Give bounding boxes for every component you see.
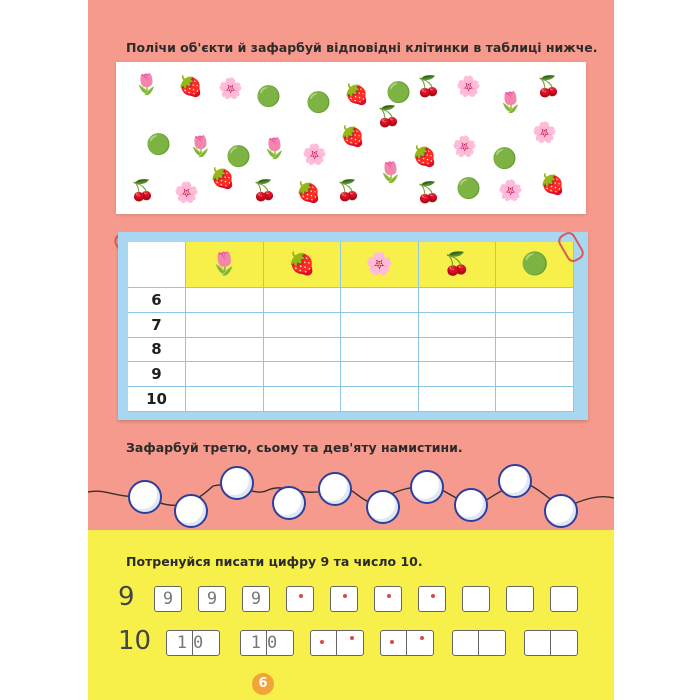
- sample-number-10: 10: [118, 626, 152, 656]
- tulip-icon: 🌷: [262, 136, 287, 160]
- counting-table-frame: [118, 232, 588, 420]
- row-label: 6: [128, 288, 186, 313]
- writing-box[interactable]: [550, 586, 578, 612]
- cherry-icon: 🍒: [336, 178, 361, 202]
- start-dot: [420, 636, 424, 640]
- strawberry-icon: 🍓: [264, 242, 342, 288]
- table-corner: [128, 242, 186, 288]
- cucumber-icon: 🟢: [306, 90, 331, 114]
- traced-10-box[interactable]: 10: [166, 630, 220, 656]
- task1-instruction: Полічи об'єкти й зафарбуй відповідні клітинки в таблиці нижче.: [126, 40, 598, 55]
- flower-icon: 🌸: [532, 120, 557, 144]
- flower-icon: 🌸: [341, 242, 419, 288]
- bead-10[interactable]: [544, 494, 578, 528]
- flower-icon: 🌸: [456, 74, 481, 98]
- table-cell[interactable]: [496, 387, 574, 412]
- cherry-icon: 🍒: [536, 74, 561, 98]
- cucumber-icon: 🟢: [146, 132, 171, 156]
- start-dot: [343, 594, 347, 598]
- table-cell[interactable]: [341, 288, 419, 313]
- traced-9-box[interactable]: 9: [242, 586, 270, 612]
- writing-box-double[interactable]: [452, 630, 506, 656]
- cherry-icon: 🍒: [376, 104, 401, 128]
- flower-icon: 🌸: [452, 134, 477, 158]
- cucumber-icon: 🟢: [456, 176, 481, 200]
- writing-box[interactable]: [506, 586, 534, 612]
- table-cell[interactable]: [264, 288, 342, 313]
- start-dot: [431, 594, 435, 598]
- row-label: 8: [128, 338, 186, 363]
- task3-instruction: Потренуйся писати цифру 9 та число 10.: [126, 554, 423, 569]
- table-cell[interactable]: [186, 288, 264, 313]
- table-cell[interactable]: [496, 362, 574, 387]
- table-cell[interactable]: [341, 362, 419, 387]
- bead-2[interactable]: [174, 494, 208, 528]
- tulip-icon: 🌷: [188, 134, 213, 158]
- task2-instruction: Зафарбуй третю, сьому та дев'яту намистини.: [126, 440, 463, 455]
- strawberry-icon: 🍓: [540, 172, 565, 196]
- cucumber-icon: 🟢: [226, 144, 251, 168]
- table-cell[interactable]: [264, 387, 342, 412]
- strawberry-icon: 🍓: [340, 124, 365, 148]
- sample-digit-9: 9: [118, 582, 135, 612]
- start-dot: [350, 636, 354, 640]
- cucumber-icon: 🟢: [386, 80, 411, 104]
- traced-9-box[interactable]: 9: [198, 586, 226, 612]
- start-dot: [387, 594, 391, 598]
- row-label: 7: [128, 313, 186, 338]
- tulip-icon: 🌷: [498, 90, 523, 114]
- objects-tape: [116, 62, 586, 214]
- table-cell[interactable]: [419, 313, 497, 338]
- strawberry-icon: 🍓: [178, 74, 203, 98]
- flower-icon: 🌸: [498, 178, 523, 202]
- start-dot: [299, 594, 303, 598]
- bead-8[interactable]: [454, 488, 488, 522]
- cucumber-icon: 🟢: [496, 242, 574, 288]
- table-cell[interactable]: [419, 387, 497, 412]
- flower-icon: 🌸: [218, 76, 243, 100]
- bead-1[interactable]: [128, 480, 162, 514]
- traced-10-box[interactable]: 10: [240, 630, 294, 656]
- writing-box[interactable]: [286, 586, 314, 612]
- cucumber-icon: 🟢: [256, 84, 281, 108]
- table-cell[interactable]: [496, 288, 574, 313]
- table-cell[interactable]: [264, 362, 342, 387]
- table-cell[interactable]: [496, 313, 574, 338]
- writing-box[interactable]: [374, 586, 402, 612]
- cherry-icon: 🍒: [416, 74, 441, 98]
- table-cell[interactable]: [419, 362, 497, 387]
- table-cell[interactable]: [496, 338, 574, 363]
- writing-box[interactable]: [330, 586, 358, 612]
- traced-9-box[interactable]: 9: [154, 586, 182, 612]
- bead-4[interactable]: [272, 486, 306, 520]
- table-cell[interactable]: [341, 338, 419, 363]
- table-cell[interactable]: [186, 362, 264, 387]
- start-dot: [390, 640, 394, 644]
- writing-box-double[interactable]: [310, 630, 364, 656]
- writing-practice-area: [88, 530, 614, 700]
- bead-string: [88, 470, 614, 530]
- counting-table: [128, 242, 574, 412]
- table-cell[interactable]: [341, 313, 419, 338]
- bead-6[interactable]: [366, 490, 400, 524]
- table-cell[interactable]: [186, 313, 264, 338]
- strawberry-icon: 🍓: [412, 144, 437, 168]
- strawberry-icon: 🍓: [296, 180, 321, 204]
- flower-icon: 🌸: [174, 180, 199, 204]
- writing-box[interactable]: [418, 586, 446, 612]
- table-cell[interactable]: [264, 313, 342, 338]
- bead-9[interactable]: [498, 464, 532, 498]
- table-cell[interactable]: [419, 338, 497, 363]
- cherry-icon: 🍒: [419, 242, 497, 288]
- table-cell[interactable]: [186, 387, 264, 412]
- page-number-badge: 6: [252, 673, 274, 695]
- tulip-icon: 🌷: [186, 242, 264, 288]
- cherry-icon: 🍒: [252, 178, 277, 202]
- writing-box-double[interactable]: [524, 630, 578, 656]
- cucumber-icon: 🟢: [492, 146, 517, 170]
- workbook-page: [88, 0, 614, 700]
- flower-icon: 🌸: [302, 142, 327, 166]
- bead-7[interactable]: [410, 470, 444, 504]
- tulip-icon: 🌷: [378, 160, 403, 184]
- strawberry-icon: 🍓: [344, 82, 369, 106]
- start-dot: [320, 640, 324, 644]
- table-cell[interactable]: [419, 288, 497, 313]
- bead-5[interactable]: [318, 472, 352, 506]
- bead-3[interactable]: [220, 466, 254, 500]
- tulip-icon: 🌷: [134, 72, 159, 96]
- row-label: 10: [128, 387, 186, 412]
- table-cell[interactable]: [341, 387, 419, 412]
- row-label: 9: [128, 362, 186, 387]
- cherry-icon: 🍒: [416, 180, 441, 204]
- table-cell[interactable]: [264, 338, 342, 363]
- writing-box-double[interactable]: [380, 630, 434, 656]
- strawberry-icon: 🍓: [210, 166, 235, 190]
- writing-box[interactable]: [462, 586, 490, 612]
- table-cell[interactable]: [186, 338, 264, 363]
- cherry-icon: 🍒: [130, 178, 155, 202]
